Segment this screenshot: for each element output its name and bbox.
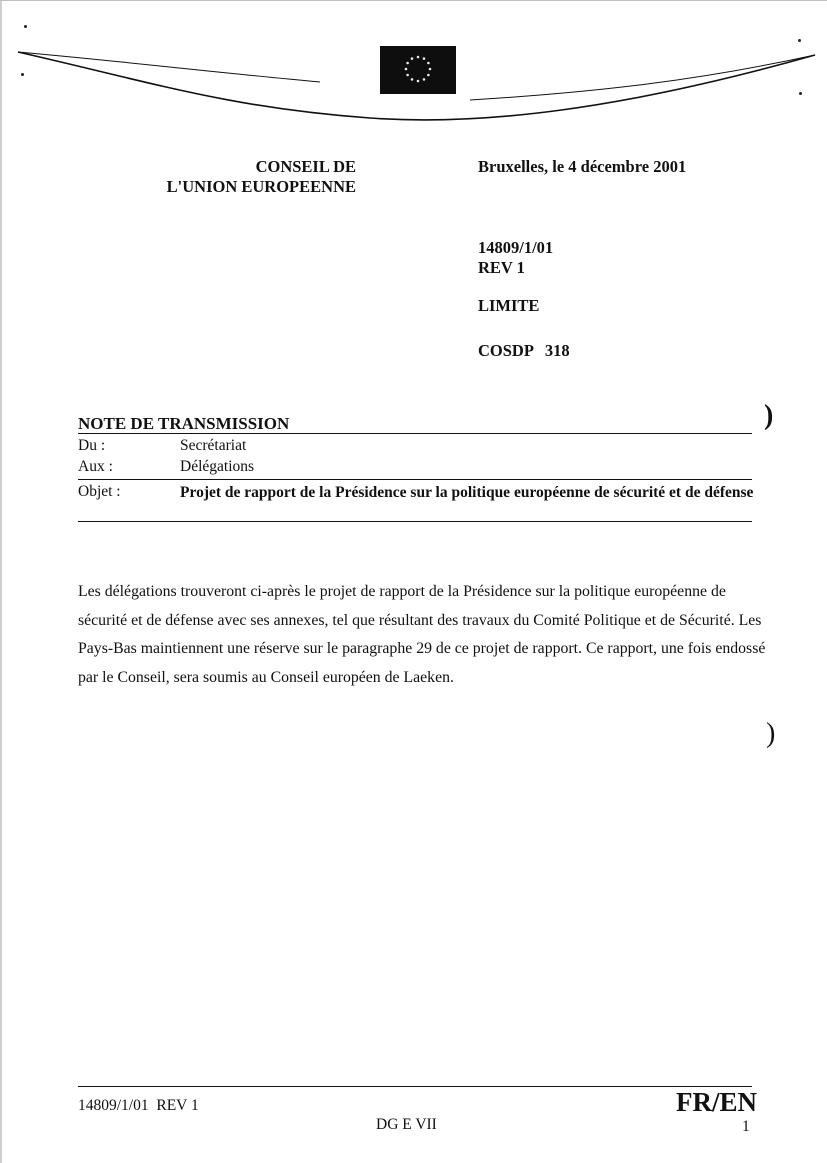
footer-directorate: DG E VII xyxy=(376,1116,437,1133)
eu-stars-circle xyxy=(380,46,456,94)
table-top-rule xyxy=(78,433,752,434)
council-name-line2: L'UNION EUROPEENNE xyxy=(166,177,356,196)
page-number: 1 xyxy=(742,1118,750,1135)
footer-languages: FR/EN xyxy=(676,1087,757,1117)
classification-marking: LIMITE xyxy=(478,296,540,315)
document-code-number: 318 xyxy=(544,341,570,360)
to-value: Délégations xyxy=(180,458,255,475)
revision-label: REV 1 xyxy=(478,258,525,277)
document-reference xyxy=(478,238,553,278)
eu-flag-icon xyxy=(380,46,456,94)
punch-hole-icon: ) xyxy=(766,718,776,749)
council-name-line1: CONSEIL DE xyxy=(255,157,356,176)
scan-left-edge xyxy=(0,0,2,1163)
place-and-date: Bruxelles, le 4 décembre 2001 xyxy=(478,157,687,176)
to-label: Aux : xyxy=(78,458,113,475)
document-code xyxy=(478,341,570,361)
body-paragraph: Les délégations trouveront ci-après le projet de rapport de la Présidence sur la politique européenne de sécurité et de défense avec ses annexes, tel que résultant des travaux du Comité Politique et de Sécurité. Les Pays-Bas maintiennent une réserve sur le paragraphe 29 de ce projet de rapport. Ce rapport, une fois endossé par le Conseil, sera soumis au Conseil européen de Laeken. xyxy=(78,583,766,686)
document-number: 14809/1/01 xyxy=(478,238,554,257)
subject-label: Objet : xyxy=(78,483,121,500)
note-title: NOTE DE TRANSMISSION xyxy=(78,414,290,433)
table-middle-rule xyxy=(78,479,752,480)
footer-document-reference: 14809/1/01 REV 1 xyxy=(78,1097,199,1114)
footer-rule xyxy=(78,1086,752,1087)
council-name xyxy=(120,157,356,197)
subject-value: Projet de rapport de la Présidence sur la politique européenne de sécurité et de défense xyxy=(180,484,754,501)
punch-hole-icon: ) xyxy=(764,400,774,431)
from-label: Du : xyxy=(78,437,106,454)
from-value: Secrétariat xyxy=(180,437,247,454)
table-bottom-rule xyxy=(78,521,752,522)
document-code-label: COSDP xyxy=(478,341,534,360)
